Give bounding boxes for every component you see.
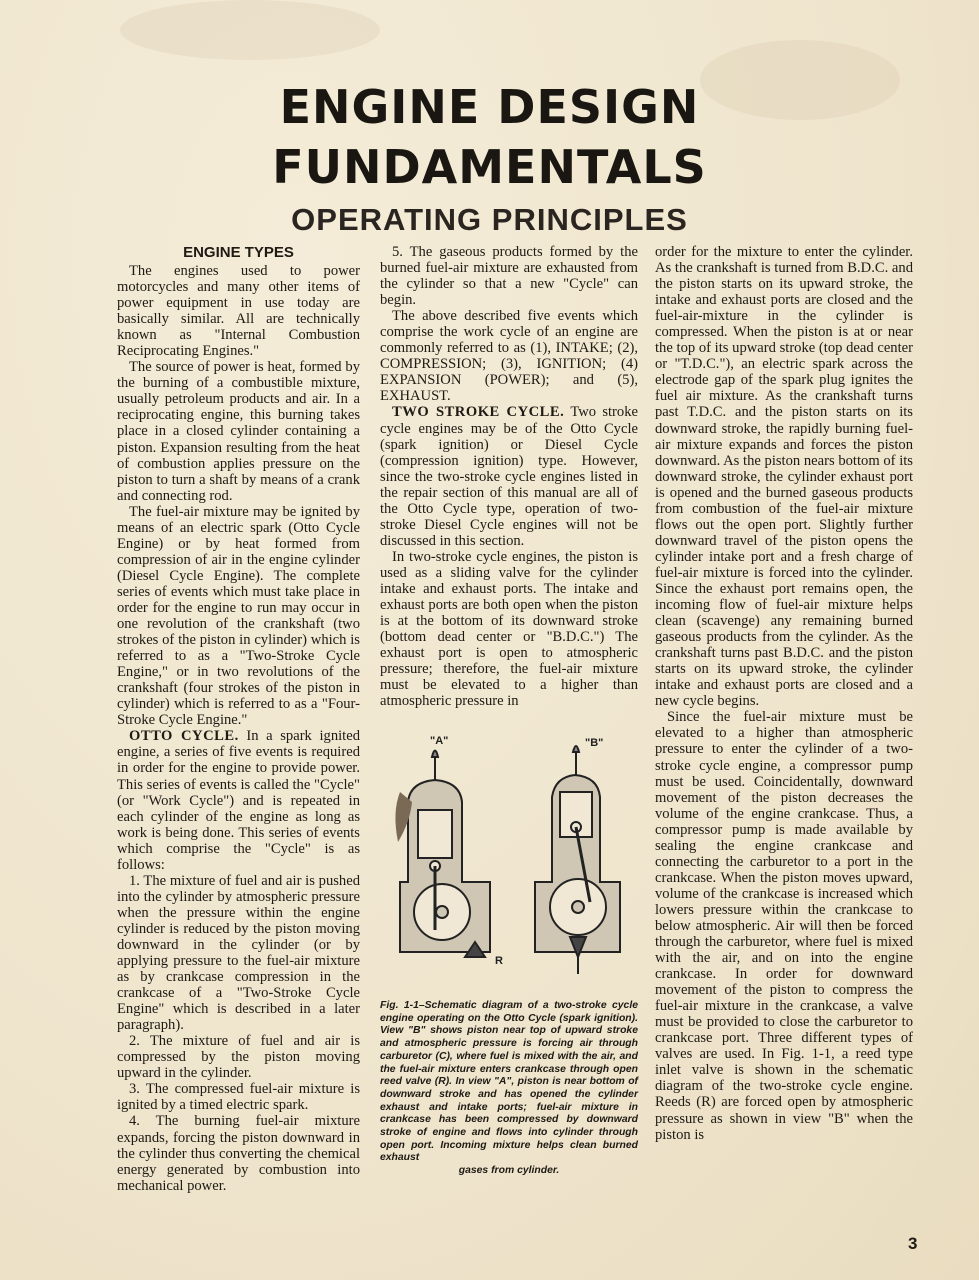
run-in-heading-two-stroke-cycle: TWO STROKE CYCLE.	[392, 404, 565, 421]
reed-valve-label-a: R	[495, 955, 503, 967]
caption-last-line: gases from cylinder.	[458, 1165, 560, 1177]
view-a-label: "A"	[430, 735, 449, 747]
paragraph-text: In a spark ignited engine, a series of five events is required in order for the engine to provide power. This series of events is called the "Cycle" (or "Work Cycle") and is repeated in each cylinder of the engine as long as work is being done. This series of events which comprise the "Cycle" is as follows:	[117, 728, 360, 873]
paragraph-text: Two stroke cycle engines may be of the Otto Cycle (spark ignition) or Diesel Cycle (compression ignition) type. However, since the two-stroke cycle engines listed in the repair section of this manual are all of the Otto Cycle type, operation of two-stroke Diesel Cycle engines will not be discussed in this section.	[380, 404, 638, 549]
paragraph-otto-cycle	[117, 728, 360, 872]
paragraph: 1. The mixture of fuel and air is pushed into the cylinder by atmospheric pressure when the pressure within the engine cylinder is reduced by the piston moving downward in the cylinder (or by applying pressure to the fuel-air mixture as by crankcase compression in the crankcase of a "Two-Stroke Cycle Engine" which is described in a later paragraph).	[117, 872, 360, 1034]
column-1	[117, 244, 360, 1194]
title-line-1: ENGINE DESIGN	[279, 80, 700, 134]
paragraph-two-stroke	[380, 404, 638, 548]
two-stroke-engine-diagram	[380, 732, 638, 977]
column-3	[655, 244, 913, 1143]
page-number: 3	[908, 1234, 918, 1253]
paper-stain	[120, 0, 380, 60]
paragraph: order for the mixture to enter the cylinder. As the crankshaft is turned from B.D.C. and the piston starts on its upward stroke, the intake and exhaust ports are closed and the fuel-air-mixture in the cylinder is compressed. When the piston is at or near the top of its upward stroke (top dead center or "T.D.C."), an electric spark across the electrode gap of the spark plug ignites the fuel air mixture. As the crankshaft turns past T.D.C. and the piston starts on its downward stroke, the rapidly burning fuel-air mixture expands and forces the piston downward. As the piston nears bottom of its downward stroke, the cylinder exhaust port is opened and the burned gaseous products from combustion of the fuel-air mixture flows out the open port. Slightly further downward travel of the piston opens the cylinder intake port and a fresh charge of fuel-air mixture is forced into the cylinder. Since the exhaust port remains open, the incoming flow of fuel-air mixture helps clean (scavenge) any remaining burned gaseous products from the cylinder. As the crankshaft turns past B.D.C. and the piston starts on its upward stroke, the cylinder intake and exhaust ports are closed and a new cycle begins.	[655, 244, 913, 710]
view-b-label: "B"	[585, 737, 604, 749]
engine-view-b	[535, 746, 620, 974]
paragraph: The above described five events which comprise the work cycle of an engine are commonly referred to as (1), INTAKE; (2), COMPRESSION; (3), IGNITION; (4) EXPANSION (POWER); and (5), EXHAUST.	[380, 308, 638, 405]
paragraph: 2. The mixture of fuel and air is compressed by the piston moving upward in the cylinder.	[117, 1033, 360, 1082]
subtitle: OPERATING PRINCIPLES	[291, 202, 688, 237]
title-line-2: FUNDAMENTALS	[272, 140, 707, 194]
section-heading-engine-types: ENGINE TYPES	[183, 244, 294, 261]
column-2	[380, 244, 638, 709]
run-in-heading-otto-cycle: OTTO CYCLE.	[129, 728, 239, 745]
paragraph: The source of power is heat, formed by the burning of a combustible mixture, usually petroleum products and air. In a reciprocating engine, this burning takes place in a closed cylinder containing a piston. Expansion resulting from the heat of combustion applies pressure on the piston to turn a shaft by means of a crank and connecting rod.	[117, 359, 360, 504]
paragraph: The engines used to power motorcycles and many other items of power equipment in use today are basically similar. All are technically known as "Internal Combustion Reciprocating Engines."	[117, 263, 360, 360]
engine-schematic-figure	[380, 732, 638, 977]
paragraph: The fuel-air mixture may be ignited by means of an electric spark (Otto Cycle Engine) or by heat formed from compression of air in the engine cylinder (Diesel Cycle Engine). The complete series of events which must take place in order for the engine to run may occur in one revolution of the crankshaft (two strokes of the piston in cylinder) which is referred to as a "Two-Stroke Cycle Engine," or in two revolutions of the crankshaft (four strokes of the piston in cylinder) which is referred to as a "Four-Stroke Cycle Engine."	[117, 503, 360, 729]
paragraph: In two-stroke cycle engines, the piston is used as a sliding valve for the cylinder intake and exhaust ports. The intake and exhaust ports are both open when the piston is at the bottom of its downward stroke (bottom dead center or "B.D.C.") The exhaust port is open to atmospheric pressure; therefore, the fuel-air mixture must be elevated to a higher than atmospheric pressure in	[380, 548, 638, 710]
paragraph: 3. The compressed fuel-air mixture is ignited by a timed electric spark.	[117, 1081, 360, 1114]
paragraph: 5. The gaseous products formed by the burned fuel-air mixture are exhausted from the cylinder so that a new "Cycle" can begin.	[380, 244, 638, 309]
engine-view-a	[395, 751, 490, 958]
paragraph: Since the fuel-air mixture must be elevated to a higher than atmospheric pressure to enter the cylinder of a two-stroke cycle engine, a compressor pump must be used. Coincidentally, downward movement of the piston decreases the volume of the engine crankcase. Thus, a compressor pump is made available by sealing the engine crankcase and connecting the carburetor to a port in the crankcase. When the piston moves upward, volume of the crankcase is increased which lowers pressure within the crankcase to below atmospheric. Air will then be forced through the carburetor, where fuel is mixed with the air, and on into the engine crankcase. In order for downward movement of the piston to compress the fuel-air mixture in the crankcase, a valve must be provided to close the carburetor to crankcase port. Three different types of valves are used. In Fig. 1-1, a reed type inlet valve is shown in the schematic diagram of the two-stroke cycle engine. Reeds (R) are forced open by atmospheric pressure as shown in view "B" when the piston is	[655, 709, 913, 1143]
paragraph: 4. The burning fuel-air mixture expands, forcing the piston downward in the cylinder thus converting the chemical energy generated by combustion into mechanical power.	[117, 1113, 360, 1194]
figure-caption	[380, 1000, 638, 1178]
caption-text: Fig. 1-1–Schematic diagram of a two-stroke cycle engine operating on the Otto Cycle (spark ignition). View "B" shows piston near top of upward stroke and atmospheric pressure is forcing air through carburetor (C), where fuel is mixed with the air, and the fuel-air mixture enters crankcase through open reed valve (R). In view "A", piston is near bottom of downward stroke and has opened the cylinder exhaust and intake ports; fuel-air mixture in crankcase has been compressed by downward stroke of engine and flows into cylinder through open port. Incoming mixture helps clean burned exhaust	[380, 1000, 638, 1164]
